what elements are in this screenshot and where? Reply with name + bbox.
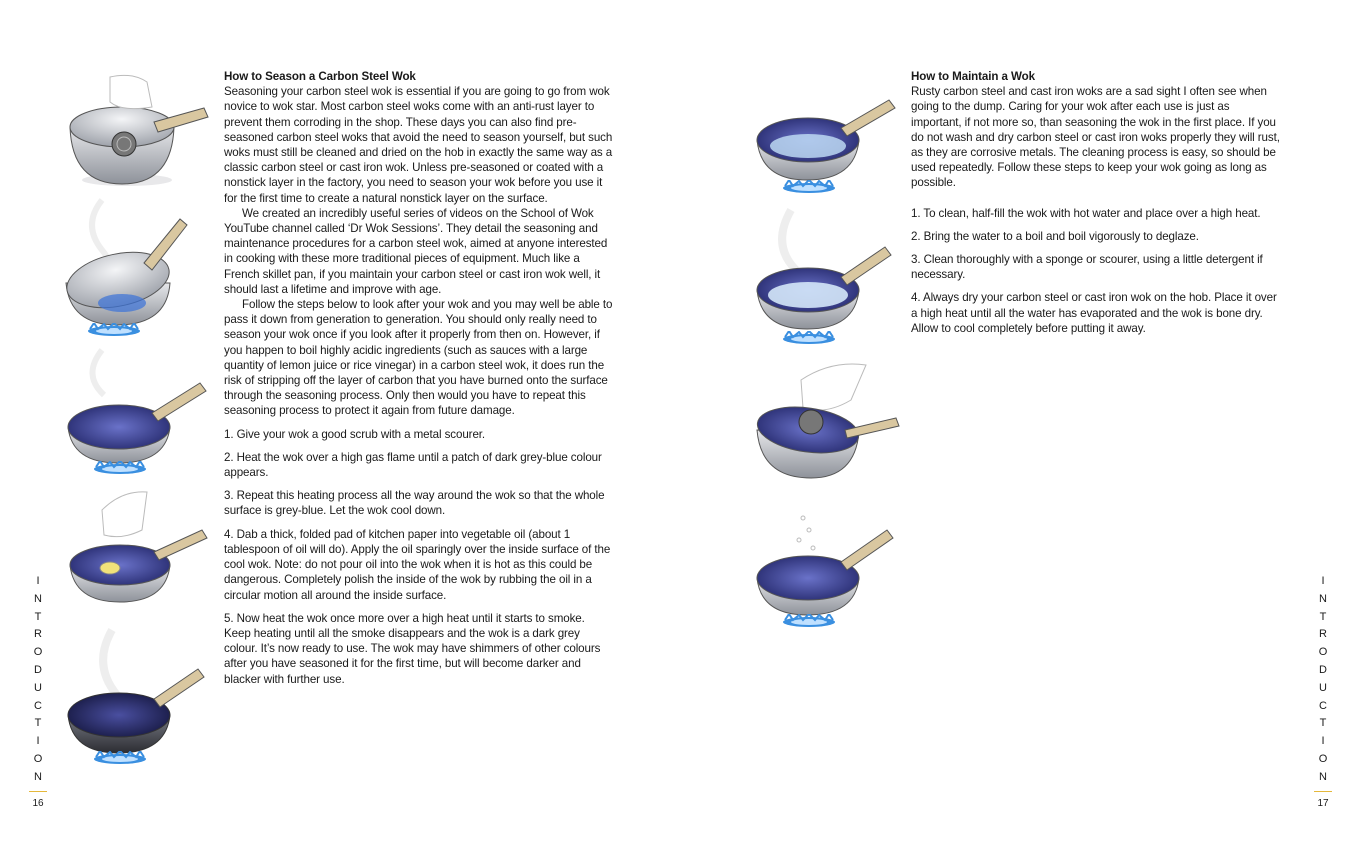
wok-smoke-icon: [62, 625, 212, 770]
right-page: [681, 0, 1362, 841]
right-accent-rule: [1314, 791, 1332, 792]
right-step-3: 3. Clean thoroughly with a sponge or scourer, using a little detergent if necessary.: [911, 253, 1263, 282]
right-section-label: I N T R O D U C T I O N: [1318, 575, 1328, 783]
wok-water-icon: [751, 90, 901, 200]
right-step-2: 2. Bring the water to a boil and boil vigorously to deglaze.: [911, 229, 1199, 243]
wok-dry-icon: [751, 500, 901, 635]
left-page-number: 16: [32, 798, 44, 809]
right-steps: [911, 206, 1281, 336]
left-text-column: [224, 69, 614, 695]
left-paragraph-1: Seasoning your carbon steel wok is essential if you are going to go from wok novice to wok star. Most carbon steel woks come with an anti-rust layer to prevent them corroding in the shop. These days you can also find pre-seasoned carbon steel woks that avoid the need to season yourself, but such woks must still be cleaned and dried on the hob in exactly the same way as a classic carbon steel or cast iron wok. Unless pre-seasoned or coated with a nonstick layer in the factory, you need to season your wok before you use it for the first time to create a natural nonstick layer on the surface.: [224, 85, 613, 205]
left-step-3: 3. Repeat this heating process all the way around the wok so that the whole surface is grey-blue. Let the wok cool down.: [224, 489, 605, 518]
left-step-1: 1. Give your wok a good scrub with a metal scourer.: [224, 427, 486, 441]
wok-sponge-icon: [751, 360, 906, 490]
left-paragraph-2: We created an incredibly useful series of videos on the School of Wok YouTube channel called ‘Dr Wok Sessions’. They detail the seasoning and maintenance procedures for a carbon steel wok, aimed at anyone interested in cooking with these more traditional pieces of equipment. Much like a French skillet pan, if you maintain your carbon steel or cast iron wok well, it should last a lifetime and improve with age.: [224, 206, 608, 296]
wok-oil-pad-icon: [62, 490, 212, 615]
left-step-2: 2. Heat the wok over a high gas flame until a patch of dark grey-blue colour appears.: [224, 450, 602, 480]
right-step-4: 4. Always dry your carbon steel or cast iron wok on the hob. Place it over a high heat until all the water has evaporated and the wok is bone dry. Allow to cool completely before putting it away.: [911, 291, 1277, 335]
left-section-label: I N T R O D U C T I O N: [33, 575, 43, 783]
wok-grey-blue-icon: [62, 345, 212, 480]
left-step-4: 4. Dab a thick, folded pad of kitchen paper into vegetable oil (about 1 tablespoon of oil will do). Apply the oil sparingly over the inside surface of the cool wok. Note: do not pour oil into the wok when it is hot as this could be dangerous. Completely polish the inside of the wok by rubbing the oil in a circular motion all around the inside surface.: [224, 527, 611, 602]
left-step-5: 5. Now heat the wok once more over a high heat until it starts to smoke. Keep heating until all the smoke disappears and the wok is a dark grey colour. It’s now ready to use. The wok may have shimmers of other colours after you have seasoned it for the first time, but will become darker and blacker with further use.: [224, 611, 601, 686]
left-steps: [224, 427, 614, 687]
left-paragraph-3: Follow the steps below to look after your wok and you may well be able to pass it down from generation to generation. You should only really need to season your wok once if you look after it properly from then on. However, if you happen to boil highly acidic ingredients (such as sauces with a large quantity of lemon juice or rice vinegar) in a carbon steel wok, it does run the risk of stripping off the layer of carbon that you have burned onto the surface through the seasoning process. Only then would you have to repeat this seasoning process to protect it again from future damage.: [224, 298, 613, 418]
right-page-number: 17: [1317, 798, 1329, 809]
wok-boil-icon: [751, 205, 901, 350]
left-accent-rule: [29, 791, 47, 792]
wok-heat-patch-icon: [62, 195, 212, 340]
right-step-1: 1. To clean, half-fill the wok with hot water and place over a high heat.: [911, 206, 1261, 220]
right-heading: How to Maintain a Wok: [911, 70, 1035, 83]
wok-scrub-icon: [62, 72, 212, 192]
right-paragraph-1: Rusty carbon steel and cast iron woks are a sad sight I often see when going to the dump. Caring for your wok after each use is just as important, if not more so, than seasoning the wok in the first place. If you do not wash and dry carbon steel or cast iron woks properly they will rust, as they are corrosive metals. The cleaning process is easy, so should be used repeatedly. Follow these steps to keep your wok going as long as possible.: [911, 85, 1280, 190]
left-heading: How to Season a Carbon Steel Wok: [224, 70, 416, 83]
right-text-column: [911, 69, 1281, 344]
